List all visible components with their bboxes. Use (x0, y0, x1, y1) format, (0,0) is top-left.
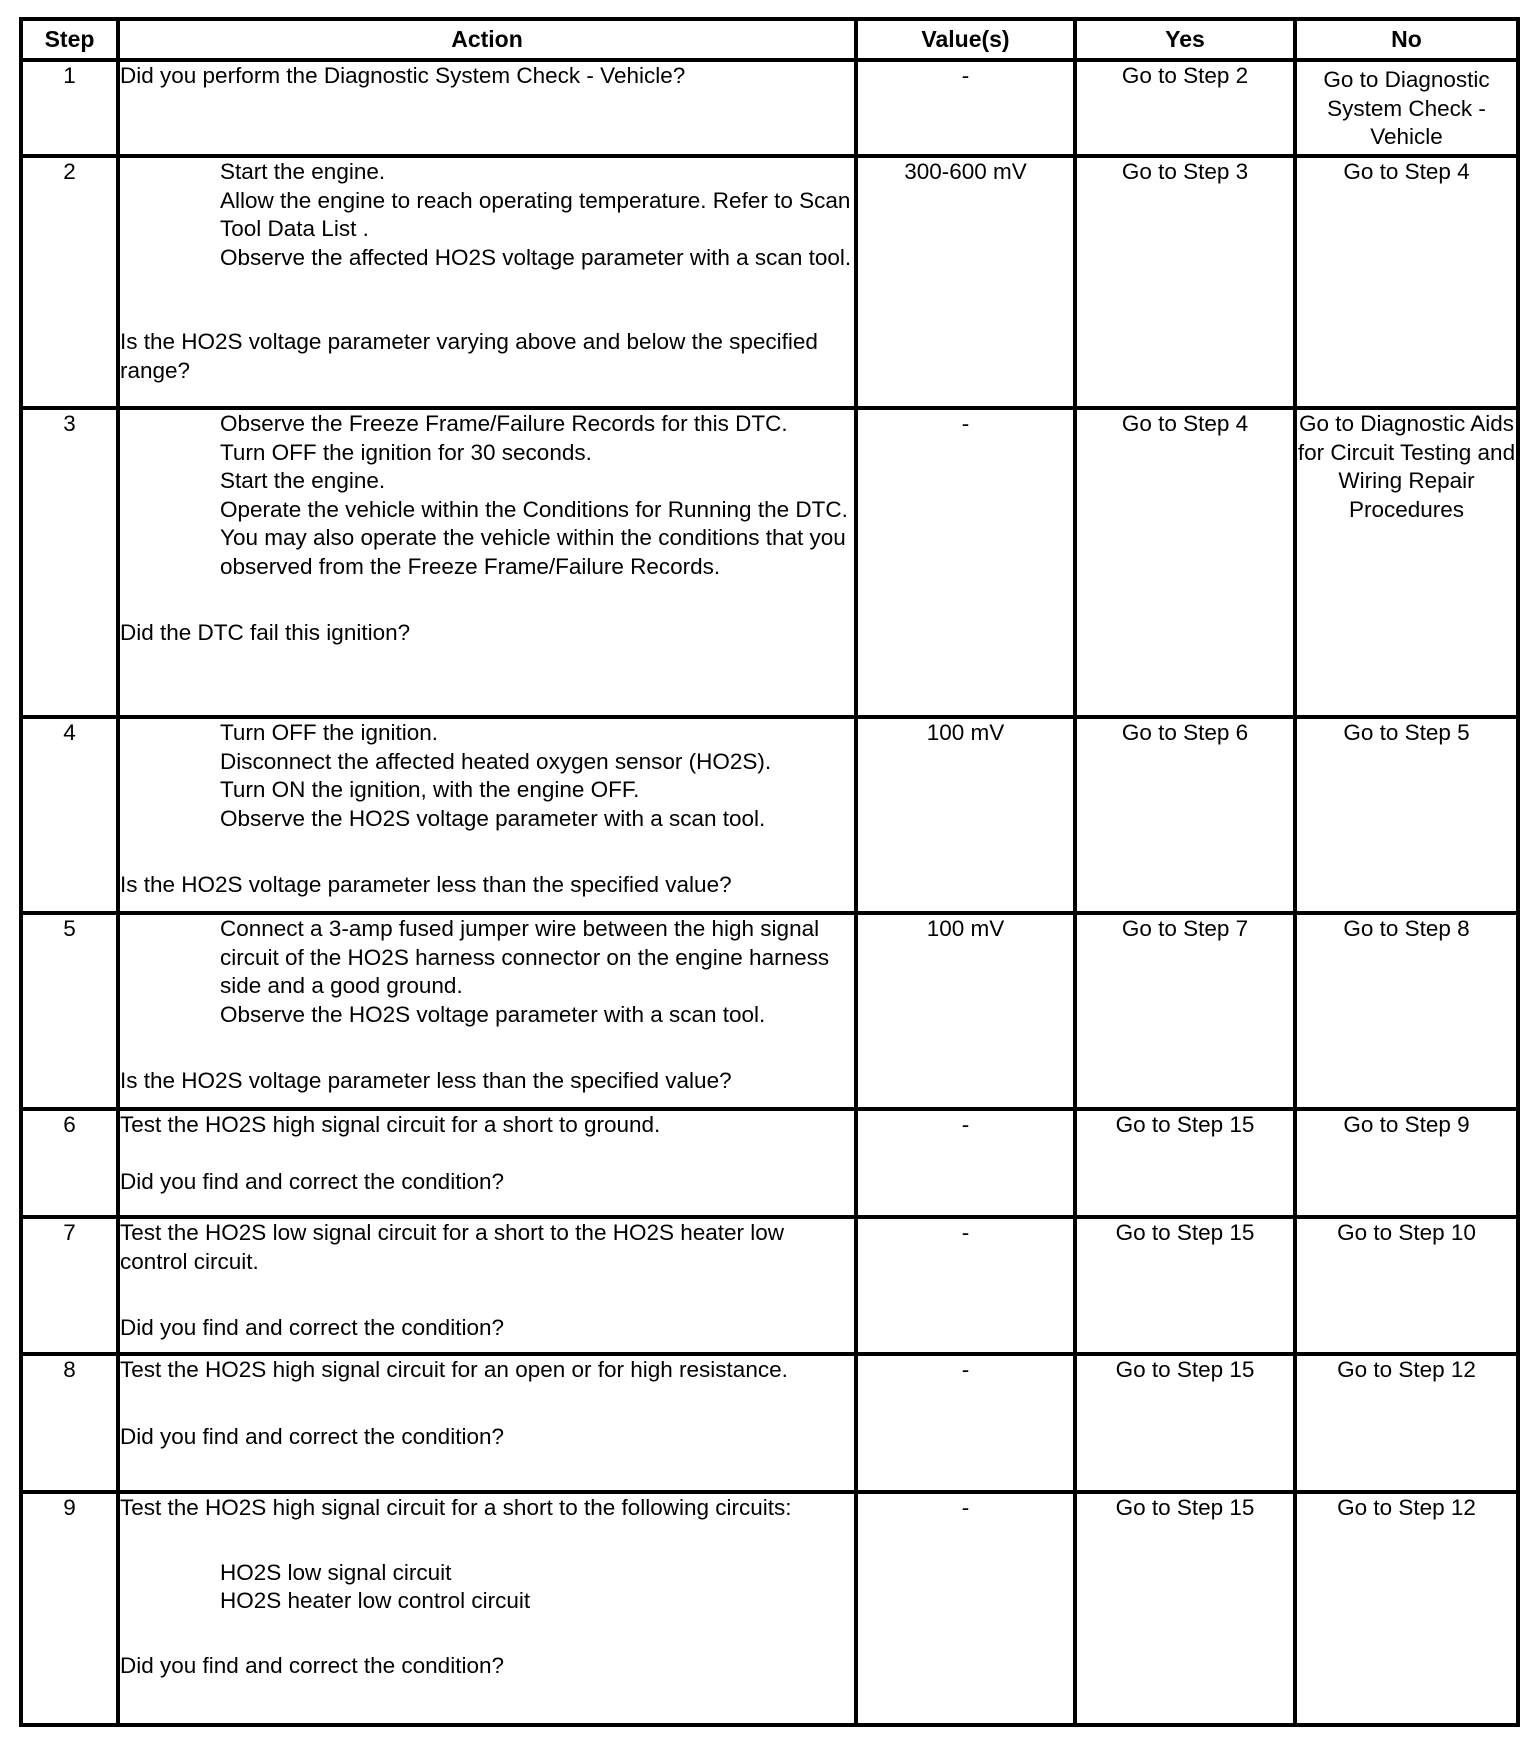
action-cell (118, 1354, 856, 1492)
action-cell (118, 717, 856, 913)
action-instruction: Start the engine. (220, 468, 386, 493)
action-question: Is the HO2S voltage parameter varying above and below the specified range? (120, 329, 818, 383)
action-instruction: Observe the HO2S voltage parameter with a scan tool. (220, 1001, 766, 1027)
action-lead: Test the HO2S high signal circuit for an open or for high resistance. (120, 1357, 788, 1382)
yes-cell: Go to Step 4 (1075, 408, 1295, 717)
action-instruction: HO2S heater low control circuit (220, 1588, 531, 1613)
action-question: Did the DTC fail this ignition? (120, 620, 411, 645)
value-cell: - (856, 1492, 1075, 1725)
action-instruction: Operate the vehicle within the Conditions for Running the DTC. You may also operate the vehicle within the conditions that you observed from the Freeze Frame/Failure Records. (220, 496, 848, 579)
value-cell: - (856, 60, 1075, 156)
action-cell (118, 408, 856, 717)
header-yes: Yes (1075, 19, 1295, 60)
yes-cell: Go to Step 6 (1075, 717, 1295, 913)
no-cell: Go to Step 8 (1295, 913, 1518, 1109)
action-question: Did you find and correct the condition? (120, 1652, 504, 1678)
yes-cell: Go to Step 7 (1075, 913, 1295, 1109)
table-row (21, 1217, 1518, 1354)
no-cell: Go to Step 12 (1295, 1354, 1518, 1492)
step-number: 3 (21, 408, 118, 717)
value-cell: 100 mV (856, 913, 1075, 1109)
action-cell (118, 156, 856, 408)
table-row (21, 717, 1518, 913)
table-row (21, 1354, 1518, 1492)
action-lead: Test the HO2S high signal circuit for a short to ground. (120, 1112, 661, 1137)
no-cell: Go to Step 12 (1295, 1492, 1518, 1725)
value-cell: - (856, 1217, 1075, 1354)
no-cell: Go to Diagnostic Aids for Circuit Testing and Wiring Repair Procedures (1295, 408, 1518, 717)
action-cell (118, 1492, 856, 1725)
header-row (21, 19, 1518, 60)
no-cell: Go to Step 9 (1295, 1109, 1518, 1217)
no-cell: Go to Step 10 (1295, 1217, 1518, 1354)
step-number: 9 (21, 1492, 118, 1725)
action-instruction: HO2S low signal circuit (220, 1559, 452, 1585)
header-action: Action (118, 19, 856, 60)
step-number: 4 (21, 717, 118, 913)
yes-cell: Go to Step 3 (1075, 156, 1295, 408)
yes-cell: Go to Step 2 (1075, 60, 1295, 156)
action-question: Did you find and correct the condition? (120, 1168, 504, 1194)
action-instruction: Turn ON the ignition, with the engine OFF. (220, 777, 640, 802)
action-question: Did you perform the Diagnostic System Check - Vehicle? (120, 63, 686, 88)
step-number: 6 (21, 1109, 118, 1217)
yes-cell: Go to Step 15 (1075, 1354, 1295, 1492)
header-no: No (1295, 19, 1518, 60)
action-instruction: Allow the engine to reach operating temperature. Refer to Scan Tool Data List . (220, 187, 851, 241)
action-cell (118, 60, 856, 156)
value-cell: 100 mV (856, 717, 1075, 913)
value-cell: - (856, 1109, 1075, 1217)
action-cell (118, 913, 856, 1109)
yes-cell: Go to Step 15 (1075, 1109, 1295, 1217)
table-row (21, 60, 1518, 156)
header-values: Value(s) (856, 19, 1075, 60)
table-row (21, 913, 1518, 1109)
no-cell: Go to Diagnostic System Check - Vehicle (1295, 60, 1518, 156)
action-cell (118, 1217, 856, 1354)
value-cell: - (856, 408, 1075, 717)
action-lead: Test the HO2S low signal circuit for a short to the HO2S heater low control circuit. (120, 1220, 785, 1274)
table-row (21, 1109, 1518, 1217)
action-instruction: Observe the HO2S voltage parameter with a scan tool. (220, 805, 766, 831)
no-cell: Go to Step 5 (1295, 717, 1518, 913)
action-question: Did you find and correct the condition? (120, 1315, 504, 1340)
yes-cell: Go to Step 15 (1075, 1492, 1295, 1725)
action-lead: Test the HO2S high signal circuit for a short to the following circuits: (120, 1495, 792, 1520)
table-row (21, 1492, 1518, 1725)
action-instruction: Turn OFF the ignition. (220, 720, 439, 745)
action-instruction: Observe the Freeze Frame/Failure Records for this DTC. (220, 411, 788, 436)
header-step: Step (21, 19, 118, 60)
value-cell: - (856, 1354, 1075, 1492)
action-instruction: Start the engine. (220, 159, 386, 184)
action-question: Is the HO2S voltage parameter less than the specified value? (120, 872, 732, 897)
step-number: 7 (21, 1217, 118, 1354)
action-instruction: Observe the affected HO2S voltage parameter with a scan tool. (220, 244, 852, 270)
step-number: 1 (21, 60, 118, 156)
step-number: 5 (21, 913, 118, 1109)
table-row (21, 408, 1518, 717)
action-instruction: Turn OFF the ignition for 30 seconds. (220, 439, 592, 465)
yes-cell: Go to Step 15 (1075, 1217, 1295, 1354)
action-question: Is the HO2S voltage parameter less than the specified value? (120, 1068, 732, 1093)
value-cell: 300-600 mV (856, 156, 1075, 408)
action-instruction: Connect a 3-amp fused jumper wire between the high signal circuit of the HO2S harness connector on the engine harness side and a good ground. (220, 916, 830, 998)
no-cell: Go to Step 4 (1295, 156, 1518, 408)
action-instruction: Disconnect the affected heated oxygen sensor (HO2S). (220, 748, 772, 774)
diagnostic-table (19, 17, 1520, 1727)
step-number: 8 (21, 1354, 118, 1492)
table-row (21, 156, 1518, 408)
action-question: Did you find and correct the condition? (120, 1423, 504, 1449)
action-cell (118, 1109, 856, 1217)
step-number: 2 (21, 156, 118, 408)
